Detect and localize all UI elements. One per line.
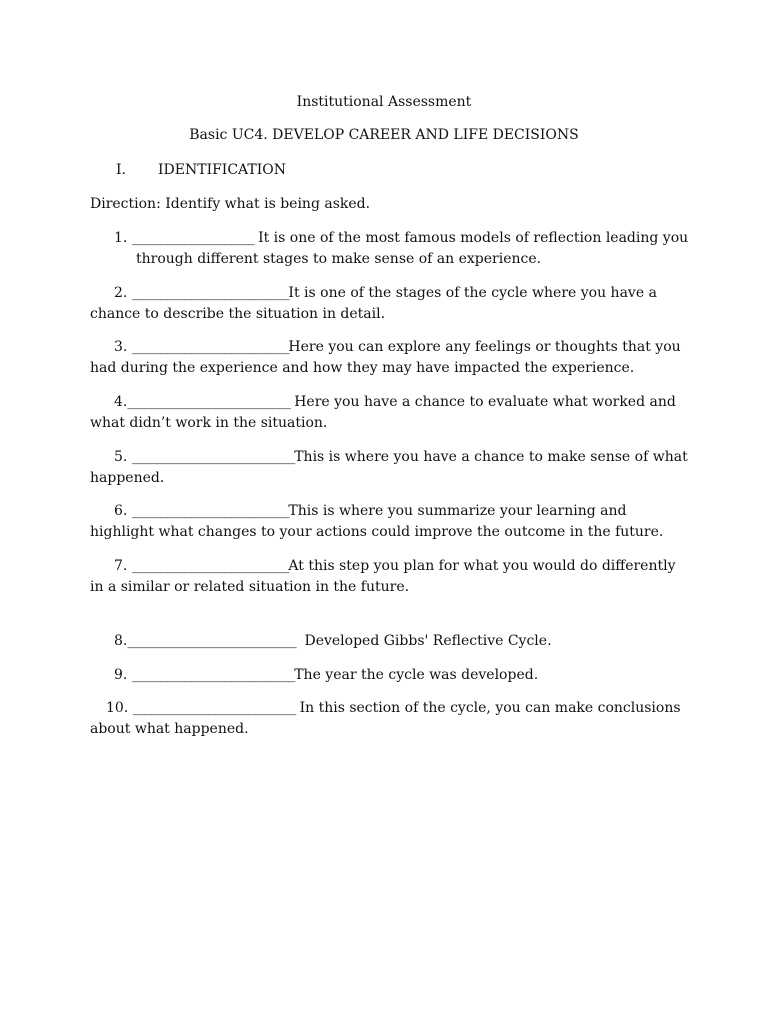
question-text-continued: highlight what changes to your actions could improve the outcome in the future. <box>90 524 664 540</box>
question-item-2 <box>90 283 680 325</box>
answer-blank[interactable]: ____________________________ <box>131 667 295 683</box>
question-text-continued: happened. <box>90 470 165 486</box>
question-text-continued: through different stages to make sense of an experience. <box>136 251 542 267</box>
question-number: 5. <box>114 449 128 465</box>
question-item-10 <box>90 698 680 740</box>
question-number: 3. <box>114 339 128 355</box>
question-text-continued: chance to describe the situation in detail. <box>90 306 386 322</box>
question-text-continued: what didn’t work in the situation. <box>90 415 328 431</box>
question-text: Developed Gibbs' Reflective Cycle. <box>295 633 552 649</box>
answer-blank[interactable]: ____________________________ <box>127 394 290 410</box>
question-text: It is one of the stages of the cycle where you have a <box>288 285 657 301</box>
answer-blank[interactable]: ___________________________ <box>131 339 289 355</box>
question-text: In this section of the cycle, you can make conclusions <box>295 700 681 716</box>
question-number: 8. <box>114 633 128 649</box>
answer-blank[interactable]: ____________________________ <box>131 449 295 465</box>
question-text: It is one of the most famous models of reflection leading you <box>253 230 689 246</box>
question-item-7 <box>90 556 680 598</box>
question-item-3 <box>90 337 680 379</box>
answer-blank[interactable]: ___________________________ <box>131 503 289 519</box>
question-text: This is where you have a chance to make sense of what <box>294 449 688 465</box>
section-heading <box>116 160 286 180</box>
document-subtitle: Basic UC4. DEVELOP CAREER AND LIFE DECISIONS <box>189 127 579 143</box>
question-number: 10. <box>106 700 129 716</box>
question-number: 6. <box>114 503 128 519</box>
question-text: At this step you plan for what you would do differently <box>288 558 676 574</box>
question-number: 1. <box>114 230 128 246</box>
answer-blank[interactable]: ___________________________ <box>131 285 289 301</box>
question-item-6 <box>90 501 680 543</box>
document-title: Institutional Assessment <box>296 94 472 110</box>
question-text: The year the cycle was developed. <box>294 667 539 683</box>
question-item-8 <box>90 631 680 652</box>
question-number: 4. <box>114 394 128 410</box>
question-text: This is where you summarize your learning and <box>288 503 627 519</box>
question-number: 9. <box>114 667 128 683</box>
question-number: 7. <box>114 558 128 574</box>
question-text-continued: about what happened. <box>90 721 249 737</box>
question-text: Here you can explore any feelings or thoughts that you <box>288 339 681 355</box>
section-title: IDENTIFICATION <box>158 162 286 178</box>
question-item-5 <box>90 447 688 489</box>
question-item-9 <box>90 665 680 686</box>
question-text-continued: had during the experience and how they may have impacted the experience. <box>90 360 635 376</box>
question-item-4 <box>90 392 680 434</box>
question-item-1 <box>90 228 689 270</box>
question-number: 2. <box>114 285 128 301</box>
section-numeral: I. <box>116 162 126 178</box>
direction-text: Direction: Identify what is being asked. <box>90 196 371 212</box>
question-text-continued: in a similar or related situation in the future. <box>90 579 410 595</box>
answer-blank[interactable]: ____________________________ <box>132 700 296 716</box>
answer-blank[interactable]: _____________________ <box>131 230 254 246</box>
question-text: Here you have a chance to evaluate what worked and <box>289 394 676 410</box>
answer-blank[interactable]: _____________________________ <box>127 633 296 649</box>
answer-blank[interactable]: ___________________________ <box>131 558 289 574</box>
